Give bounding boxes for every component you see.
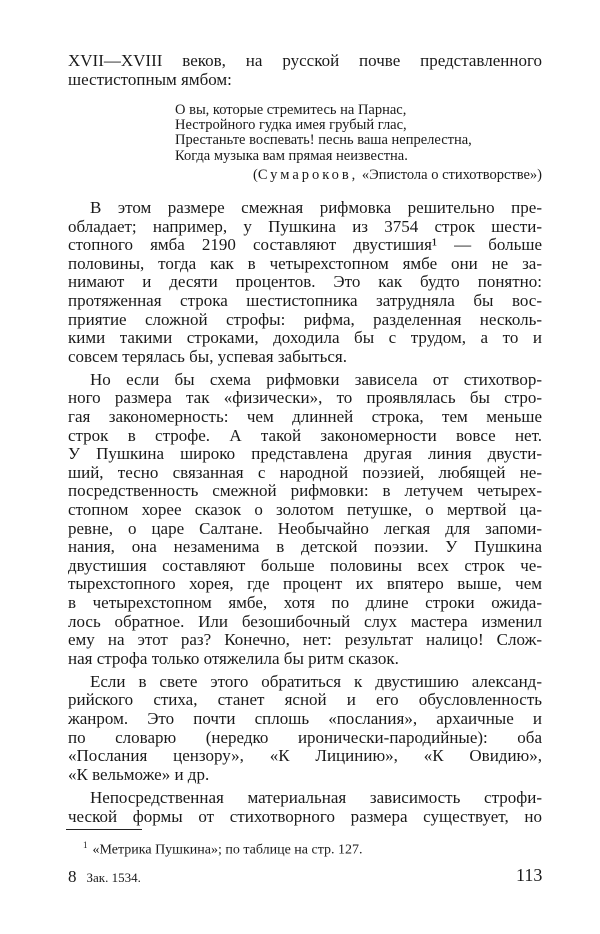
- paragraph-line: В этом размере смежная рифмовка решительно пре-: [90, 198, 542, 217]
- footnote-divider: [66, 829, 142, 830]
- paragraph-line: У Пушкина широко представлена другая линия двусти-: [68, 444, 542, 464]
- paragraph-line: ного размера так «физически», то проявлялась бы стро-: [68, 388, 542, 408]
- intro-text: [68, 52, 542, 89]
- poem-line: Когда музыка вам прямая неизвестна.: [175, 147, 408, 164]
- paragraph-line: в четырехстопном ямбе, хотя по длине строки ожида-: [68, 592, 542, 612]
- footnote-text: «Метрика Пушкина»; по таблице на стр. 127.: [92, 842, 363, 858]
- paragraph-line: лось обратное. Или безошибочный слух мастера изменил: [68, 611, 542, 631]
- paragraph-line: двустишия составляют больше половины всех строк че-: [68, 555, 542, 575]
- attribution-author: Сумароков,: [257, 167, 359, 183]
- footnote: [83, 840, 363, 859]
- paragraph-line: ему на этот раз? Конечно, нет: результат налицо! Слож-: [68, 630, 542, 650]
- paragraph-line: тырехстопного хорея, где процент их впятеро выше, чем: [68, 574, 542, 594]
- order-text: Зак. 1534.: [86, 870, 141, 885]
- body-text: [68, 199, 542, 826]
- signature-number: 8: [68, 867, 77, 886]
- paragraph-line: нимают и десяти процентов. Это как будто понятно:: [68, 272, 542, 292]
- paragraph-line: гая закономерность: чем длинней строка, тем меньше: [68, 407, 542, 427]
- paragraph-line: Непосредственная материальная зависимость строфи-: [90, 787, 542, 807]
- paragraph-line: Если в свете этого обратиться к двустишию александ-: [90, 671, 542, 691]
- poem-attribution: [253, 167, 542, 184]
- paragraph-line: совсем терялась бы, успевая забыться.: [68, 346, 347, 366]
- paragraph-line: рийского стиха, станет ясной и его обусловленность: [68, 690, 542, 710]
- paragraph-line: стопном хорее сказок о золотом петушке, о мертвой ца-: [68, 500, 542, 519]
- text-line: XVII—XVIII веков, на русской почве представленного: [68, 51, 542, 70]
- paragraph-line: стопного ямба 2190 составляют двустишия¹ — больше: [68, 235, 542, 255]
- paragraph-line: нания, она незаменима в детской поэзии. У Пушкина: [68, 537, 542, 557]
- paragraph-line: ший, тесно связанная с народной поэзией, любящей не-: [68, 462, 542, 482]
- paragraph-line: приятие сложной строфы: рифма, разделенная несколь-: [68, 309, 542, 329]
- poem-line: Престаньте воспевать! песнь ваша непрелестна,: [175, 132, 472, 149]
- page-number: 113: [516, 865, 543, 885]
- poem-line: О вы, которые стремитесь на Парнас,: [175, 102, 407, 118]
- paragraph-line: ревне, о царе Салтане. Необычайно легкая для запоми-: [68, 518, 542, 538]
- text-line: шестистопным ямбом:: [68, 69, 232, 89]
- paragraph-line: половины, тогда как в четырехстопном ямбе они не за-: [68, 253, 542, 273]
- paragraph-line: ная строфа только отяжелила бы ритм сказок.: [68, 648, 399, 668]
- paragraph-line: «Послания цензору», «К Лицинию», «К Овидию»,: [68, 746, 542, 766]
- paragraph-line: жанром. Это почти сплошь «послания», архаичные и: [68, 709, 542, 729]
- attribution-paren: (: [253, 167, 258, 183]
- paragraph-line: обладает; например, у Пушкина из 3754 строк шести-: [68, 216, 542, 236]
- poem-line: Нестройного гудка имея грубый глас,: [175, 117, 407, 134]
- footnote-marker: 1: [83, 840, 88, 850]
- paragraph-line: «К вельможе» и др.: [68, 764, 210, 784]
- paragraph-line: по словарю (нередко иронически-пародийные): оба: [68, 727, 542, 747]
- paragraph-line: протяженная строка шестистопника затрудняла бы вос-: [68, 290, 542, 310]
- poem-quote: [175, 103, 472, 164]
- paragraph-line: посредственность смежной рифмовки: в летучем четырех-: [68, 481, 542, 501]
- paragraph-line: ческой формы от стихотворного размера существует, но: [68, 806, 542, 826]
- paragraph-line: кими такими строками, доходила бы с трудом, а то и: [68, 328, 542, 348]
- paragraph-line: строк в строфе. А такой закономерности вовсе нет.: [68, 425, 542, 445]
- attribution-title: «Эпистола о стихотворстве»): [361, 167, 542, 183]
- paragraph-line: Но если бы схема рифмовки зависела от стихотвор-: [90, 369, 542, 389]
- printer-signature: [68, 867, 141, 887]
